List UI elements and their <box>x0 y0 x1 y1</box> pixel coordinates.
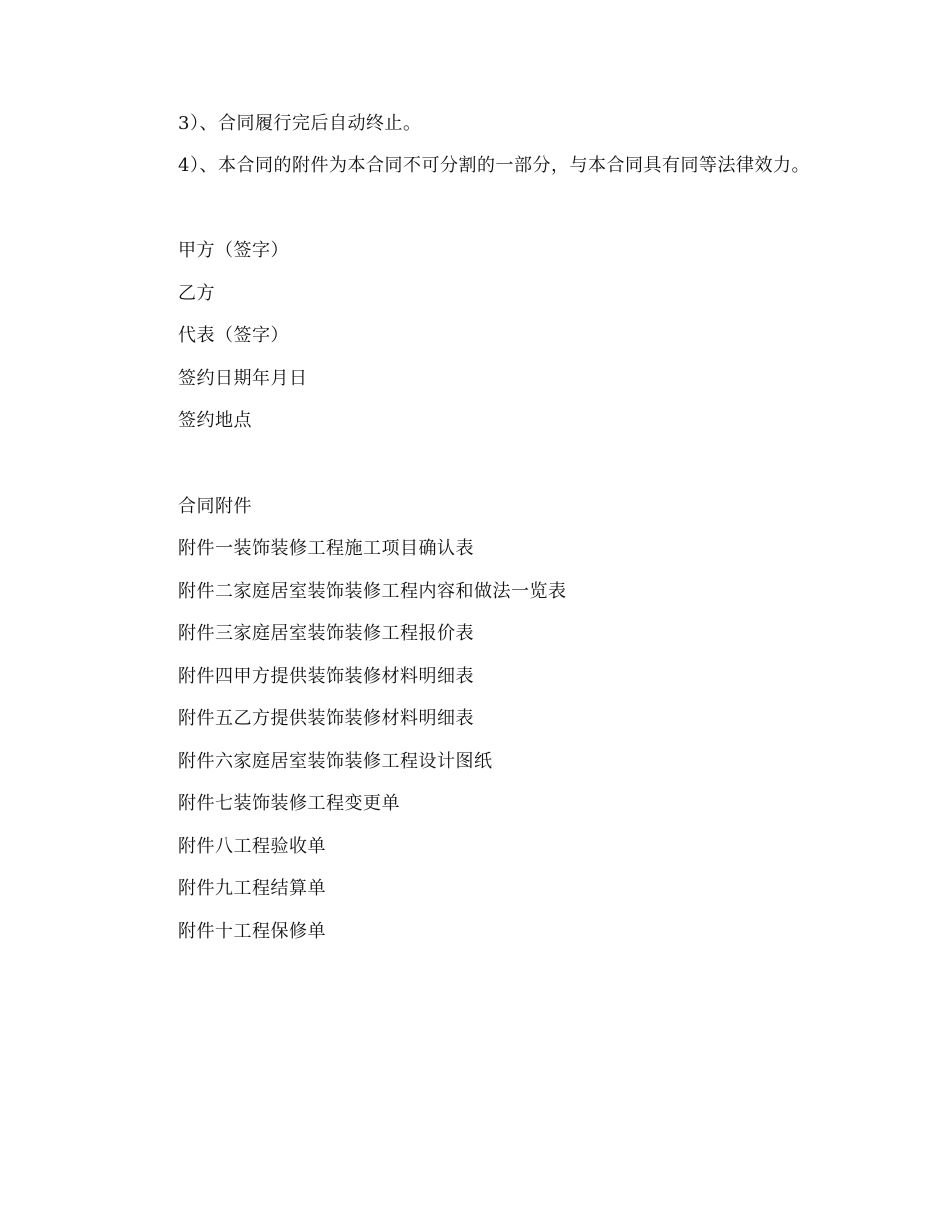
attachment-item: 附件二家庭居室装饰装修工程内容和做法一览表 <box>178 581 567 602</box>
attachment-item: 附件四甲方提供装饰装修材料明细表 <box>178 666 474 687</box>
party-b: 乙方 <box>178 283 215 304</box>
attachment-item: 附件三家庭居室装饰装修工程报价表 <box>178 623 474 644</box>
clause-4: 4）、本合同的附件为本合同不可分割的一部分，与本合同具有同等法律效力。 <box>178 155 810 176</box>
attachment-item: 附件六家庭居室装饰装修工程设计图纸 <box>178 751 493 772</box>
attachments-heading: 合同附件 <box>178 496 252 517</box>
clause-3: 3）、合同履行完后自动终止。 <box>178 113 422 134</box>
attachment-item: 附件十工程保修单 <box>178 921 326 942</box>
attachment-item: 附件一装饰装修工程施工项目确认表 <box>178 538 474 559</box>
attachment-item: 附件七装饰装修工程变更单 <box>178 793 400 814</box>
representative-signature: 代表（签字） <box>178 325 289 346</box>
attachment-item: 附件九工程结算单 <box>178 878 326 899</box>
attachment-item: 附件八工程验收单 <box>178 836 326 857</box>
signing-date: 签约日期年月日 <box>178 368 308 389</box>
signing-place: 签约地点 <box>178 410 252 431</box>
attachment-item: 附件五乙方提供装饰装修材料明细表 <box>178 708 474 729</box>
party-a-signature: 甲方（签字） <box>178 240 289 261</box>
